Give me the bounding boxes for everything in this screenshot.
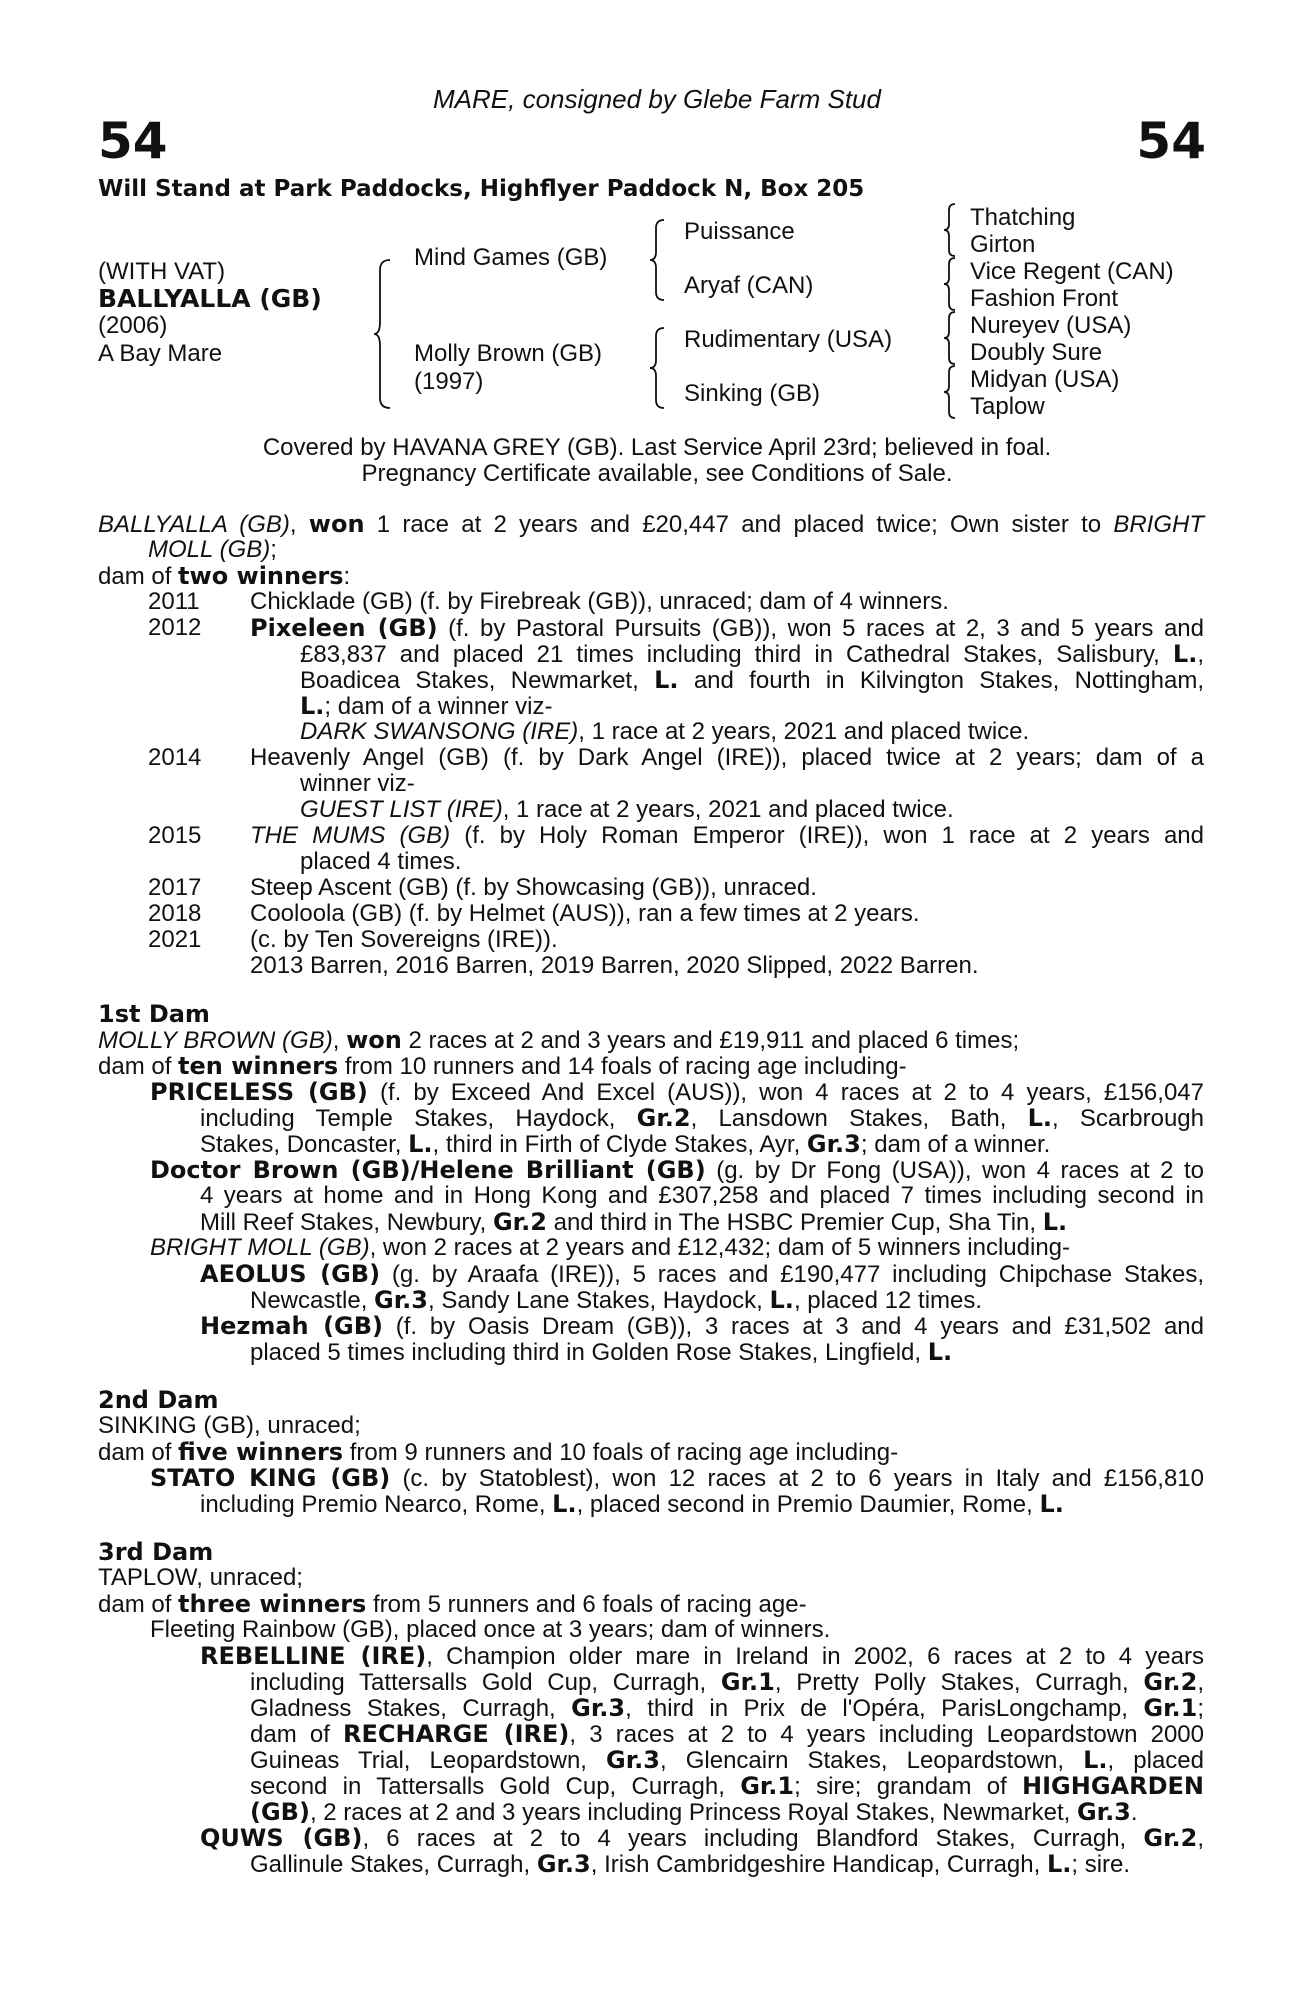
- pedigree-ggp-1: Thatching: [970, 204, 1076, 231]
- pedigree-sire: Mind Games (GB): [414, 244, 608, 271]
- pedigree-bracket-sire: [648, 218, 668, 302]
- covered-line-2: Pregnancy Certificate available, see Conditions of Sale.: [361, 460, 953, 487]
- foal-produce: DARK SWANSONG (IRE), 1 race at 2 years, 2021 and placed twice.: [300, 718, 1030, 745]
- second-dam-line: dam of five winners from 9 runners and 10 foals of racing age including-: [98, 1438, 899, 1466]
- second-dam-progeny-cont: including Premio Nearco, Rome, L., placed second in Premio Daumier, Rome, L.: [200, 1490, 1064, 1518]
- pedigree-granddam-2: Sinking (GB): [684, 380, 821, 407]
- pedigree-dam: Molly Brown (GB): [414, 340, 603, 367]
- foal-year: 2018: [148, 900, 202, 927]
- grand-progeny-cont: including Tattersalls Gold Cup, Curragh, Gr.1, Pretty Polly Stakes, Curragh, Gr.2,: [250, 1668, 1205, 1696]
- pedigree-bracket-g3-2: [942, 256, 958, 312]
- foal-produce: GUEST LIST (IRE), 1 race at 2 years, 2021 and placed twice.: [300, 796, 954, 823]
- intro-line-2: MOLL (GB);: [148, 536, 277, 563]
- first-dam-line: dam of ten winners from 10 runners and 14 foals of racing age including-: [98, 1052, 907, 1080]
- grand-progeny-cont: second in Tattersalls Gold Cup, Curragh, Gr.1; sire; grandam of HIGHGARDEN: [250, 1772, 1204, 1800]
- barren-record: 2013 Barren, 2016 Barren, 2019 Barren, 2020 Slipped, 2022 Barren.: [250, 952, 979, 979]
- second-dam-line: SINKING (GB), unraced;: [98, 1412, 361, 1439]
- grand-progeny-cont: placed 5 times including third in Golden Rose Stakes, Lingfield, L.: [250, 1338, 953, 1366]
- pedigree-bracket-main: [372, 258, 394, 410]
- pedigree-bracket-dam: [648, 326, 668, 410]
- third-dam-heading: 3rd Dam: [98, 1538, 214, 1566]
- grand-progeny-cont: Gallinule Stakes, Curragh, Gr.3, Irish Cambridgeshire Handicap, Curragh, L.; sire.: [250, 1850, 1131, 1878]
- first-dam-progeny: BRIGHT MOLL (GB), won 2 races at 2 years and £12,432; dam of 5 winners including-: [150, 1234, 1070, 1261]
- horse-year: (2006): [98, 312, 168, 339]
- second-dam-progeny: STATO KING (GB) (c. by Statoblest), won 12 races at 2 to 6 years in Italy and £156,810: [150, 1464, 1205, 1492]
- first-dam-progeny-cont: Mill Reef Stakes, Newbury, Gr.2 and third in The HSBC Premier Cup, Sha Tin, L.: [200, 1208, 1068, 1236]
- foal-year: 2012: [148, 614, 202, 641]
- intro-line-3: dam of two winners:: [98, 562, 351, 590]
- grand-progeny: Hezmah (GB) (f. by Oasis Dream (GB)), 3 races at 3 and 4 years and £31,502 and: [200, 1312, 1204, 1340]
- pedigree-grandsire-2: Rudimentary (USA): [684, 326, 893, 353]
- grand-progeny: AEOLUS (GB) (g. by Araafa (IRE)), 5 races and £190,477 including Chipchase Stakes,: [200, 1260, 1204, 1288]
- foal-year: 2021: [148, 926, 202, 953]
- pedigree-bracket-g3-4: [942, 364, 958, 420]
- first-dam-heading: 1st Dam: [98, 1000, 210, 1028]
- third-dam-line: dam of three winners from 5 runners and 6 foals of racing age-: [98, 1590, 807, 1618]
- foal-entry-cont: L.; dam of a winner viz-: [300, 692, 553, 720]
- pedigree-ggp-2: Girton: [970, 231, 1036, 258]
- pedigree-ggp-3: Vice Regent (CAN): [970, 258, 1174, 285]
- horse-description: A Bay Mare: [98, 340, 223, 367]
- third-dam-line: TAPLOW, unraced;: [98, 1564, 303, 1591]
- intro-line-1: BALLYALLA (GB), won 1 race at 2 years and £20,447 and placed twice; Own sister to BRIGHT: [98, 510, 1204, 538]
- foal-entry: Steep Ascent (GB) (f. by Showcasing (GB)), unraced.: [250, 874, 817, 901]
- third-dam-progeny: Fleeting Rainbow (GB), placed once at 3 years; dam of winners.: [150, 1616, 831, 1643]
- grand-progeny-cont: Newcastle, Gr.3, Sandy Lane Stakes, Haydock, L., placed 12 times.: [250, 1286, 983, 1314]
- vat-note: (WITH VAT): [98, 258, 226, 285]
- pedigree-ggp-5: Nureyev (USA): [970, 312, 1132, 339]
- pedigree-dam-year: (1997): [414, 368, 484, 395]
- pedigree-grandsire-1: Puissance: [684, 218, 795, 245]
- foal-entry: THE MUMS (GB) (f. by Holy Roman Emperor (IRE)), won 1 race at 2 years and: [250, 822, 1204, 849]
- grand-progeny-cont: (GB), 2 races at 2 and 3 years including Princess Royal Stakes, Newmarket, Gr.3.: [250, 1798, 1138, 1826]
- pedigree-ggp-7: Midyan (USA): [970, 366, 1120, 393]
- foal-entry-cont: Boadicea Stakes, Newmarket, L. and fourth in Kilvington Stakes, Nottingham,: [300, 666, 1204, 694]
- first-dam-progeny-cont: 4 years at home and in Hong Kong and £307,258 and placed 7 times including second in: [200, 1182, 1204, 1209]
- horse-name: BALLYALLA (GB): [98, 284, 322, 313]
- foal-entry: (c. by Ten Sovereigns (IRE)).: [250, 926, 558, 953]
- covered-line-1: Covered by HAVANA GREY (GB). Last Service April 23rd; believed in foal.: [262, 434, 1052, 461]
- pedigree-granddam-1: Aryaf (CAN): [684, 272, 814, 299]
- pedigree-bracket-g3-3: [942, 310, 958, 366]
- first-dam-line: MOLLY BROWN (GB), won 2 races at 2 and 3 years and £19,911 and placed 6 times;: [98, 1026, 1020, 1054]
- second-dam-heading: 2nd Dam: [98, 1386, 219, 1414]
- pedigree-bracket-g3-1: [942, 202, 958, 258]
- pedigree-ggp-6: Doubly Sure: [970, 339, 1103, 366]
- pedigree-ggp-4: Fashion Front: [970, 285, 1119, 312]
- foal-entry-cont: placed 4 times.: [300, 848, 462, 875]
- foal-year: 2015: [148, 822, 202, 849]
- foal-year: 2017: [148, 874, 202, 901]
- foal-entry: Chicklade (GB) (f. by Firebreak (GB)), unraced; dam of 4 winners.: [250, 588, 949, 615]
- lot-number-left: 54: [98, 112, 168, 170]
- foal-entry-cont: £83,837 and placed 21 times including third in Cathedral Stakes, Salisbury, L.,: [300, 640, 1205, 668]
- foal-entry: Pixeleen (GB) (f. by Pastoral Pursuits (GB)), won 5 races at 2, 3 and 5 years and: [250, 614, 1204, 642]
- lot-number-right: 54: [1136, 112, 1206, 170]
- first-dam-progeny-cont: including Temple Stakes, Haydock, Gr.2, Lansdown Stakes, Bath, L., Scarbrough: [200, 1104, 1204, 1132]
- stand-location: Will Stand at Park Paddocks, Highflyer Paddock N, Box 205: [98, 176, 865, 202]
- grand-progeny-cont: Guineas Trial, Leopardstown, Gr.3, Glencairn Stakes, Leopardstown, L., placed: [250, 1746, 1205, 1774]
- first-dam-progeny: Doctor Brown (GB)/Helene Brilliant (GB) (g. by Dr Fong (USA)), won 4 races at 2 to: [150, 1156, 1204, 1184]
- first-dam-progeny: PRICELESS (GB) (f. by Exceed And Excel (AUS)), won 4 races at 2 to 4 years, £156,047: [150, 1078, 1204, 1106]
- consignor-line: MARE, consigned by Glebe Farm Stud: [433, 84, 881, 114]
- foal-year: 2011: [148, 588, 200, 615]
- grand-progeny-cont: dam of RECHARGE (IRE), 3 races at 2 to 4 years including Leopardstown 2000: [250, 1720, 1204, 1748]
- foal-entry-cont: winner viz-: [300, 770, 415, 797]
- foal-year: 2014: [148, 744, 202, 771]
- foal-entry: Cooloola (GB) (f. by Helmet (AUS)), ran a few times at 2 years.: [250, 900, 920, 927]
- grand-progeny: QUWS (GB), 6 races at 2 to 4 years including Blandford Stakes, Curragh, Gr.2,: [200, 1824, 1204, 1852]
- pedigree-ggp-8: Taplow: [970, 393, 1045, 420]
- foal-entry: Heavenly Angel (GB) (f. by Dark Angel (IRE)), placed twice at 2 years; dam of a: [250, 744, 1204, 771]
- first-dam-progeny-cont: Stakes, Doncaster, L., third in Firth of Clyde Stakes, Ayr, Gr.3; dam of a winner.: [200, 1130, 1051, 1158]
- grand-progeny-cont: Gladness Stakes, Curragh, Gr.3, third in Prix de l'Opéra, ParisLongchamp, Gr.1;: [250, 1694, 1205, 1722]
- grand-progeny: REBELLINE (IRE), Champion older mare in Ireland in 2002, 6 races at 2 to 4 years: [200, 1642, 1204, 1670]
